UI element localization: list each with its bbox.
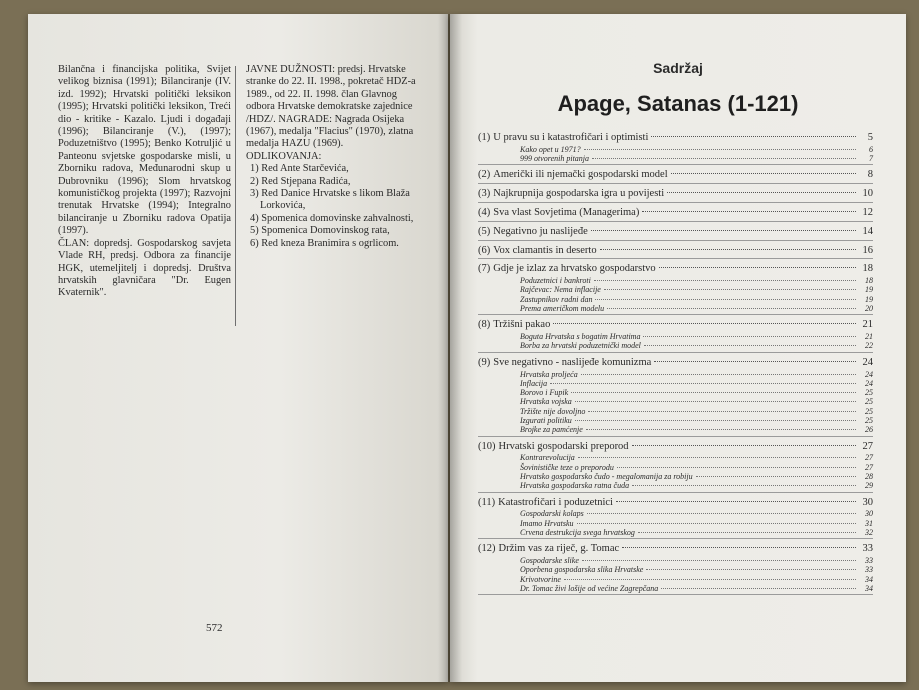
subentry-title: Oporbena gospodarska slika Hrvatske bbox=[520, 565, 644, 575]
chapter-number: (4) bbox=[478, 206, 491, 218]
chapter-title: Katastrofičari i poduzetnici bbox=[498, 496, 613, 508]
dot-leader bbox=[584, 149, 856, 150]
toc-subentry bbox=[478, 425, 873, 434]
toc-subentry bbox=[478, 295, 873, 304]
subentry-title: Kako opet u 1971? bbox=[520, 144, 581, 154]
award-item: 2) Red Stjepana Radića, bbox=[250, 175, 351, 187]
table-of-contents bbox=[478, 132, 873, 599]
toc-subentry bbox=[478, 509, 873, 518]
awards-heading: ODLIKOVANJA: bbox=[246, 150, 322, 162]
award-item: 5) Spomenica Domovinskog rata, bbox=[250, 225, 390, 237]
dot-leader bbox=[577, 523, 856, 524]
dot-leader bbox=[644, 345, 856, 346]
subentry-title: Gospodarske slike bbox=[520, 556, 579, 566]
chapter-number: (11) bbox=[478, 496, 496, 508]
subentry-page: 6 bbox=[869, 144, 873, 154]
dot-leader bbox=[582, 560, 856, 561]
dot-leader bbox=[600, 249, 856, 250]
chapter-page: 5 bbox=[867, 132, 873, 143]
dot-leader bbox=[550, 383, 856, 384]
subentry-page: 31 bbox=[865, 518, 873, 528]
subentry-page: 26 bbox=[865, 425, 873, 435]
chapter-page: 21 bbox=[862, 319, 873, 331]
toc-subentry bbox=[478, 528, 873, 537]
toc-subentry bbox=[478, 154, 873, 163]
chapter-page: 12 bbox=[862, 206, 873, 218]
subentry-page: 30 bbox=[865, 509, 873, 519]
dot-leader bbox=[553, 323, 856, 324]
dot-leader bbox=[588, 411, 856, 412]
subentry-page: 21 bbox=[865, 332, 873, 342]
toc-subentry bbox=[478, 370, 873, 379]
toc-subentry bbox=[478, 565, 873, 574]
toc-chapter bbox=[478, 226, 873, 241]
chapter-number: (2) bbox=[478, 169, 491, 181]
dot-leader bbox=[595, 299, 856, 300]
chapter-title: Vox clamantis in deserto bbox=[493, 244, 597, 256]
subentry-page: 19 bbox=[865, 294, 873, 304]
dot-leader bbox=[696, 476, 856, 477]
toc-entry bbox=[478, 207, 873, 220]
contents-heading: Sadržaj bbox=[653, 60, 703, 76]
subentry-title: Gospodarski kolaps bbox=[520, 509, 584, 519]
dot-leader bbox=[643, 336, 856, 337]
toc-chapter bbox=[478, 497, 873, 540]
membership-paragraph: ČLAN: dopredsj. Gospodarskog savjeta Vlade RH, predsj. Odbora za financije HGK, utemeljitelj i dopredsj. Društva hrvatskih glavničara "Dr. Eugen Kvaternik". bbox=[58, 237, 231, 299]
subentry-title: Krivotvorine bbox=[520, 574, 561, 584]
toc-chapter bbox=[478, 207, 873, 222]
chapter-number: (10) bbox=[478, 440, 496, 452]
dot-leader bbox=[654, 361, 856, 362]
chapter-page: 14 bbox=[862, 225, 873, 237]
chapter-title: U pravu su i katastrofičari i optimisti bbox=[493, 132, 649, 143]
dot-leader bbox=[591, 230, 856, 231]
toc-entry bbox=[478, 245, 873, 258]
subentry-page: 27 bbox=[865, 453, 873, 463]
book-title: Apage, Satanas (1-121) bbox=[557, 91, 799, 116]
toc-entry bbox=[478, 188, 873, 201]
chapter-page: 33 bbox=[862, 543, 873, 555]
chapter-page: 18 bbox=[862, 263, 873, 275]
toc-entry bbox=[478, 169, 873, 182]
subentry-page: 24 bbox=[865, 378, 873, 388]
toc-chapter bbox=[478, 441, 873, 493]
dot-leader bbox=[571, 392, 856, 393]
chapter-title: Najkrupnija gospodarska igra u povijesti bbox=[493, 188, 665, 200]
dot-leader bbox=[642, 211, 856, 212]
toc-entry bbox=[478, 441, 873, 454]
toc-subentry bbox=[478, 584, 873, 593]
chapter-title: Američki ili njemački gospodarski model bbox=[493, 169, 668, 181]
subentry-title: Inflacija bbox=[520, 378, 548, 388]
subentry-page: 25 bbox=[865, 416, 873, 426]
subentry-title: Borovo i Fupik bbox=[520, 388, 569, 398]
subentry-title: 999 otvorenih pitanja bbox=[520, 154, 590, 164]
subentry-title: Borba za hrvatski poduzetnički model bbox=[520, 341, 641, 351]
award-item: 6) Red kneza Branimira s ogrlicom. bbox=[250, 237, 399, 249]
toc-entry bbox=[478, 497, 873, 510]
award-item: 4) Spomenica domovinske zahvalnosti, bbox=[250, 212, 414, 224]
subentry-page: 33 bbox=[865, 556, 873, 566]
toc-subentry bbox=[478, 304, 873, 313]
chapter-title: Sva vlast Sovjetima (Managerima) bbox=[493, 206, 640, 218]
subentry-title: Brojke za pamćenje bbox=[520, 425, 583, 435]
chapter-page: 24 bbox=[862, 356, 873, 368]
dot-leader bbox=[632, 445, 856, 446]
chapter-page: 10 bbox=[862, 188, 873, 200]
dot-leader bbox=[578, 457, 856, 458]
chapter-page: 16 bbox=[862, 244, 873, 256]
subentry-page: 28 bbox=[865, 472, 873, 482]
subentry-title: Imamo Hrvatsku bbox=[520, 518, 574, 528]
subentry-title: Šovinističke teze o preporodu bbox=[520, 462, 614, 472]
dot-leader bbox=[659, 267, 856, 268]
award-item: 1) Red Ante Starčevića, bbox=[250, 163, 349, 175]
toc-chapter bbox=[478, 188, 873, 203]
chapter-page: 27 bbox=[862, 440, 873, 452]
toc-subentry bbox=[478, 453, 873, 462]
chapter-number: (12) bbox=[478, 543, 496, 555]
toc-entry bbox=[478, 226, 873, 239]
toc-subentry bbox=[478, 481, 873, 490]
duties-paragraph: JAVNE DUŽNOSTI: predsj. Hrvatske stranke do 22. II. 1998., pokretač HDZ-a 1989., od 22. II. 1998. član Glavnog odbora Hrvatske demokratske zajednice /HDZ/. NAGRADE: Nagrada Osijeka (1967), medalja "Flacius" (1970), zlatna medalja HAZU (1969). bbox=[246, 64, 416, 150]
subentry-page: 25 bbox=[865, 388, 873, 398]
toc-chapter bbox=[478, 245, 873, 260]
page-number: 572 bbox=[206, 622, 223, 634]
toc-subentry bbox=[478, 397, 873, 406]
dot-leader bbox=[594, 280, 856, 281]
dot-leader bbox=[667, 192, 856, 193]
subentry-page: 32 bbox=[865, 528, 873, 537]
chapter-number: (5) bbox=[478, 225, 491, 237]
chapter-number: (1) bbox=[478, 132, 491, 143]
book-spine bbox=[438, 14, 462, 682]
subentry-page: 20 bbox=[865, 304, 873, 314]
left-page bbox=[28, 14, 448, 682]
dot-leader bbox=[651, 136, 856, 137]
chapter-title: Tržišni pakao bbox=[493, 319, 551, 331]
chapter-page: 8 bbox=[867, 169, 873, 181]
subentry-page: 34 bbox=[865, 583, 873, 593]
dot-leader bbox=[575, 420, 856, 421]
column-divider bbox=[235, 66, 236, 326]
toc-entry bbox=[478, 319, 873, 332]
subentry-title: Boguta Hrvatska s bogatim Hrvatima bbox=[520, 332, 641, 342]
toc-entry bbox=[478, 543, 873, 556]
dot-leader bbox=[592, 158, 856, 159]
subentry-title: Prema američkom modelu bbox=[520, 304, 605, 314]
toc-subentry bbox=[478, 285, 873, 294]
left-column-2 bbox=[246, 64, 418, 250]
chapter-title: Negativno ju naslijeđe bbox=[493, 225, 588, 237]
dot-leader bbox=[661, 588, 856, 589]
subentry-page: 34 bbox=[865, 574, 873, 584]
awards-list bbox=[246, 163, 418, 250]
award-item: 3) Red Danice Hrvatske s likom Blaža Lorkovića, bbox=[250, 188, 410, 212]
subentry-title: Tržište nije dovoljno bbox=[520, 406, 586, 416]
chapter-number: (7) bbox=[478, 263, 491, 275]
subentry-page: 22 bbox=[865, 341, 873, 351]
subentry-page: 24 bbox=[865, 369, 873, 379]
subentry-title: Kontrarevolucija bbox=[520, 453, 575, 463]
chapter-number: (8) bbox=[478, 319, 491, 331]
toc-subentry bbox=[478, 341, 873, 350]
toc-chapter bbox=[478, 263, 873, 315]
toc-subentry bbox=[478, 388, 873, 397]
subentry-title: Izgurati politiku bbox=[520, 416, 572, 426]
subentry-page: 33 bbox=[865, 565, 873, 575]
subentry-title: Hrvatsko gospodarsko čudo - megalomanija za robiju bbox=[520, 472, 693, 482]
open-book bbox=[28, 14, 908, 682]
toc-entry bbox=[478, 263, 873, 276]
toc-subentry bbox=[478, 575, 873, 584]
subentry-page: 7 bbox=[869, 154, 873, 164]
left-column-1 bbox=[58, 64, 231, 300]
subentry-title: Hrvatska vojska bbox=[520, 397, 572, 407]
toc-subentry bbox=[478, 472, 873, 481]
toc-chapter bbox=[478, 132, 873, 165]
subentry-title: Zastupnikov radni dan bbox=[520, 294, 593, 304]
toc-entry bbox=[478, 132, 873, 145]
dot-leader bbox=[616, 501, 856, 502]
toc-subentry bbox=[478, 463, 873, 472]
dot-leader bbox=[638, 532, 856, 533]
subentry-page: 25 bbox=[865, 397, 873, 407]
chapter-title: Hrvatski gospodarski preporod bbox=[498, 440, 629, 452]
subentry-title: Dr. Tomac živi lošije od većine Zagrepčana bbox=[520, 583, 659, 593]
subentry-page: 27 bbox=[865, 462, 873, 472]
dot-leader bbox=[604, 289, 856, 290]
toc-subentry bbox=[478, 407, 873, 416]
toc-subentry bbox=[478, 519, 873, 528]
toc-chapter bbox=[478, 543, 873, 595]
subentry-page: 18 bbox=[865, 276, 873, 286]
chapter-number: (3) bbox=[478, 188, 491, 200]
chapter-title: Gdje je izlaz za hrvatsko gospodarstvo bbox=[493, 263, 656, 275]
subentry-title: Crvena destrukcija svega hrvatskog bbox=[520, 528, 635, 537]
chapter-page: 30 bbox=[862, 496, 873, 508]
subentry-page: 25 bbox=[865, 406, 873, 416]
chapter-title: Sve negativno - naslijeđe komunizma bbox=[493, 356, 652, 368]
subentry-title: Hrvatska gospodarska ratna čuda bbox=[520, 481, 630, 491]
subentry-page: 19 bbox=[865, 285, 873, 295]
dot-leader bbox=[564, 579, 856, 580]
toc-chapter bbox=[478, 319, 873, 352]
dot-leader bbox=[622, 547, 856, 548]
chapter-title: Držim vas za riječ, g. Tomac bbox=[498, 543, 620, 555]
subentry-title: Hrvatska proljeća bbox=[520, 369, 578, 379]
subentry-title: Rajčevac: Nema inflacije bbox=[520, 285, 601, 295]
dot-leader bbox=[581, 374, 856, 375]
dot-leader bbox=[607, 308, 856, 309]
bibliography-paragraph: Bilančna i financijska politika, Svijet velikog biznisa (1991); Bilanciranje (IV. izd. 1992); Hrvatski politički leksikon (1995); Hrvatski politički leksikon, Treći dio - kritike - Kazalo. Ljudi i događaji (1996); Bilanciranje (V.), (1997); Poduzetništvo (1995); Benko Kotruljić u Panteonu svjetske gospodarske misli, u Zborniku radova, Međunarodni skup u Dubrovniku (1996); Slom hrvatskog komunističkog projekta (1997); Razvojni trenutak Hrvatske (1994); Integralno bilanciranje u Zborniku radova Opatija (1997). bbox=[58, 64, 231, 237]
dot-leader bbox=[646, 569, 856, 570]
toc-subentry bbox=[478, 379, 873, 388]
dot-leader bbox=[632, 485, 856, 486]
right-page bbox=[450, 14, 906, 682]
dot-leader bbox=[587, 513, 856, 514]
toc-subentry bbox=[478, 556, 873, 565]
toc-subentry bbox=[478, 332, 873, 341]
toc-subentry bbox=[478, 416, 873, 425]
toc-chapter bbox=[478, 169, 873, 184]
dot-leader bbox=[575, 401, 856, 402]
toc-entry bbox=[478, 357, 873, 370]
subentry-page: 29 bbox=[865, 481, 873, 491]
dot-leader bbox=[586, 429, 856, 430]
toc-subentry bbox=[478, 145, 873, 154]
subentry-title: Poduzetnici i bankroti bbox=[520, 276, 591, 286]
dot-leader bbox=[617, 467, 856, 468]
chapter-number: (6) bbox=[478, 244, 491, 256]
chapter-number: (9) bbox=[478, 356, 491, 368]
toc-subentry bbox=[478, 276, 873, 285]
dot-leader bbox=[671, 173, 856, 174]
toc-chapter bbox=[478, 357, 873, 437]
